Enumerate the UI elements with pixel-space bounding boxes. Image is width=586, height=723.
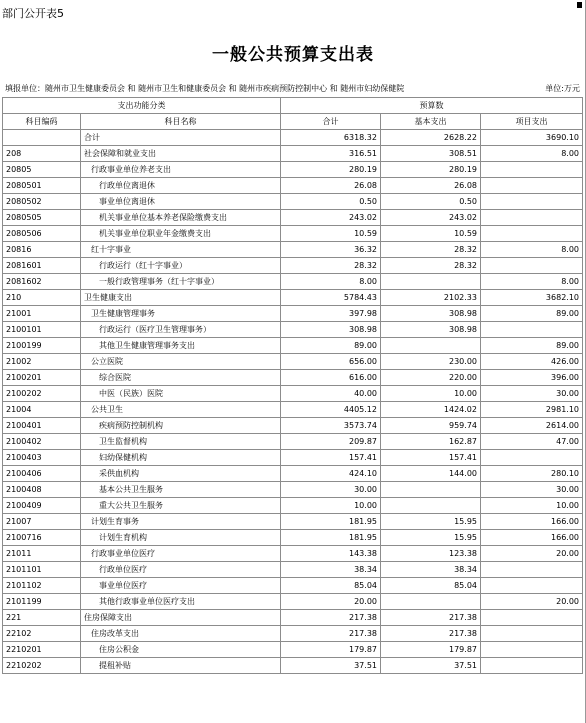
project-cell [481,258,583,274]
table-row [3,434,583,450]
table-row [3,562,583,578]
basic-cell: 230.00 [381,354,481,370]
table-row [3,514,583,530]
table-row [3,594,583,610]
total-cell: 6318.32 [281,130,381,146]
name-cell: 中医（民族）医院 [81,386,281,402]
project-cell: 89.00 [481,306,583,322]
table-row [3,466,583,482]
code-cell: 2100402 [3,434,81,450]
total-cell: 181.95 [281,514,381,530]
name-cell: 合计 [81,130,281,146]
code-cell: 20805 [3,162,81,178]
code-cell: 2100101 [3,322,81,338]
code-cell [3,130,81,146]
total-cell: 656.00 [281,354,381,370]
name-cell: 社会保障和就业支出 [81,146,281,162]
project-cell [481,642,583,658]
project-cell: 47.00 [481,434,583,450]
total-cell: 209.87 [281,434,381,450]
total-cell: 85.04 [281,578,381,594]
project-cell [481,210,583,226]
project-cell [481,226,583,242]
basic-cell: 220.00 [381,370,481,386]
basic-cell: 308.51 [381,146,481,162]
table-row [3,274,583,290]
basic-cell: 0.50 [381,194,481,210]
total-cell: 10.59 [281,226,381,242]
basic-cell: 280.19 [381,162,481,178]
basic-cell: 15.95 [381,514,481,530]
project-cell: 30.00 [481,386,583,402]
basic-cell: 85.04 [381,578,481,594]
basic-cell: 28.32 [381,242,481,258]
basic-cell [381,338,481,354]
project-cell [481,194,583,210]
basic-cell: 123.38 [381,546,481,562]
project-cell: 3682.10 [481,290,583,306]
header-total: 合计 [281,114,381,130]
basic-cell: 179.87 [381,642,481,658]
header-row-groups [3,98,583,114]
total-cell: 36.32 [281,242,381,258]
table-row [3,306,583,322]
project-cell: 396.00 [481,370,583,386]
total-cell: 28.32 [281,258,381,274]
basic-cell: 308.98 [381,322,481,338]
name-cell: 行政单位离退休 [81,178,281,194]
total-cell: 143.38 [281,546,381,562]
table-row [3,290,583,306]
page-title: 一般公共预算支出表 [212,45,374,65]
basic-cell: 217.38 [381,626,481,642]
name-cell: 行政事业单位医疗 [81,546,281,562]
project-cell [481,626,583,642]
basic-cell: 243.02 [381,210,481,226]
name-cell: 住房公积金 [81,642,281,658]
basic-cell: 15.95 [381,530,481,546]
header-basic: 基本支出 [381,114,481,130]
table-row [3,194,583,210]
project-cell [481,610,583,626]
code-cell: 221 [3,610,81,626]
table-row [3,418,583,434]
table-row [3,146,583,162]
code-cell: 2100409 [3,498,81,514]
basic-cell: 2102.33 [381,290,481,306]
code-cell: 21011 [3,546,81,562]
total-cell: 280.19 [281,162,381,178]
table-row [3,178,583,194]
currency-unit: 单位:万元 [545,84,580,93]
total-cell: 397.98 [281,306,381,322]
total-cell: 38.34 [281,562,381,578]
name-cell: 综合医院 [81,370,281,386]
code-cell: 208 [3,146,81,162]
expenditure-table [2,97,583,674]
total-cell: 30.00 [281,482,381,498]
name-cell: 卫生监督机构 [81,434,281,450]
basic-cell: 28.32 [381,258,481,274]
header-row-columns [3,114,583,130]
code-cell: 2101102 [3,578,81,594]
basic-cell: 38.34 [381,562,481,578]
project-cell: 166.00 [481,530,583,546]
table-row [3,210,583,226]
project-cell [481,322,583,338]
project-cell: 8.00 [481,146,583,162]
code-cell: 2081602 [3,274,81,290]
project-cell: 280.10 [481,466,583,482]
table-row [3,242,583,258]
name-cell: 提租补贴 [81,658,281,674]
name-cell: 卫生健康管理事务 [81,306,281,322]
name-cell: 行政运行（红十字事业） [81,258,281,274]
code-cell: 2100199 [3,338,81,354]
table-row [3,642,583,658]
total-cell: 37.51 [281,658,381,674]
code-cell: 2081601 [3,258,81,274]
code-cell: 210 [3,290,81,306]
code-cell: 2080505 [3,210,81,226]
name-cell: 计划生育事务 [81,514,281,530]
project-cell: 2614.00 [481,418,583,434]
code-cell: 2101101 [3,562,81,578]
basic-cell [381,594,481,610]
name-cell: 行政单位医疗 [81,562,281,578]
total-cell: 179.87 [281,642,381,658]
code-cell: 2210202 [3,658,81,674]
basic-cell: 157.41 [381,450,481,466]
basic-cell: 10.00 [381,386,481,402]
total-cell: 616.00 [281,370,381,386]
table-row [3,450,583,466]
name-cell: 卫生健康支出 [81,290,281,306]
project-cell [481,450,583,466]
basic-cell: 162.87 [381,434,481,450]
basic-cell: 2628.22 [381,130,481,146]
code-cell: 2100202 [3,386,81,402]
code-cell: 2100201 [3,370,81,386]
project-cell: 8.00 [481,274,583,290]
header-group-budget: 预算数 [281,98,583,114]
table-row [3,258,583,274]
basic-cell: 144.00 [381,466,481,482]
project-cell [481,578,583,594]
name-cell: 事业单位离退休 [81,194,281,210]
table-row [3,338,583,354]
project-cell [481,562,583,578]
table-row [3,498,583,514]
table-row [3,402,583,418]
total-cell: 3573.74 [281,418,381,434]
total-cell: 181.95 [281,530,381,546]
table-row [3,626,583,642]
total-cell: 157.41 [281,450,381,466]
code-cell: 2100406 [3,466,81,482]
code-cell: 2100408 [3,482,81,498]
reporting-unit: 填报单位：随州市卫生健康委员会 和 随州市卫生和健康委员会 和 随州市疾病预防控制中心 和 随州市妇幼保健院 [5,84,405,93]
project-cell [481,162,583,178]
project-cell: 10.00 [481,498,583,514]
code-cell: 2080506 [3,226,81,242]
code-cell: 2100403 [3,450,81,466]
total-cell: 40.00 [281,386,381,402]
total-cell: 10.00 [281,498,381,514]
code-cell: 20816 [3,242,81,258]
name-cell: 基本公共卫生服务 [81,482,281,498]
name-cell: 红十字事业 [81,242,281,258]
project-cell: 30.00 [481,482,583,498]
name-cell: 一般行政管理事务（红十字事业） [81,274,281,290]
name-cell: 住房改革支出 [81,626,281,642]
total-cell: 243.02 [281,210,381,226]
total-cell: 8.00 [281,274,381,290]
name-cell: 机关事业单位基本养老保险缴费支出 [81,210,281,226]
code-cell: 2210201 [3,642,81,658]
table-row [3,226,583,242]
project-cell: 2981.10 [481,402,583,418]
name-cell: 计划生育机构 [81,530,281,546]
basic-cell: 308.98 [381,306,481,322]
table-row [3,370,583,386]
total-cell: 424.10 [281,466,381,482]
table-row [3,546,583,562]
code-cell: 2101199 [3,594,81,610]
total-cell: 308.98 [281,322,381,338]
name-cell: 妇幼保健机构 [81,450,281,466]
code-cell: 22102 [3,626,81,642]
code-cell: 2100401 [3,418,81,434]
table-row [3,610,583,626]
project-cell: 8.00 [481,242,583,258]
corner-mark-icon [577,2,582,8]
name-cell: 疾病预防控制机构 [81,418,281,434]
code-cell: 2080502 [3,194,81,210]
name-cell: 公立医院 [81,354,281,370]
header-code: 科目编码 [3,114,81,130]
project-cell: 20.00 [481,594,583,610]
header-group-function: 支出功能分类 [3,98,281,114]
name-cell: 其他行政事业单位医疗支出 [81,594,281,610]
name-cell: 公共卫生 [81,402,281,418]
name-cell: 其他卫生健康管理事务支出 [81,338,281,354]
name-cell: 行政运行（医疗卫生管理事务） [81,322,281,338]
code-cell: 2080501 [3,178,81,194]
basic-cell: 10.59 [381,226,481,242]
total-cell: 5784.43 [281,290,381,306]
table-row [3,530,583,546]
basic-cell: 959.74 [381,418,481,434]
name-cell: 事业单位医疗 [81,578,281,594]
basic-cell: 217.38 [381,610,481,626]
total-cell: 316.51 [281,146,381,162]
project-cell: 20.00 [481,546,583,562]
sheet-name: 部门公开表5 [2,7,64,20]
project-cell: 426.00 [481,354,583,370]
basic-cell [381,274,481,290]
table-row [3,354,583,370]
code-cell: 21002 [3,354,81,370]
table-row [3,322,583,338]
table-row [3,578,583,594]
project-cell [481,658,583,674]
basic-cell: 37.51 [381,658,481,674]
name-cell: 行政事业单位养老支出 [81,162,281,178]
table-row [3,130,583,146]
project-cell: 89.00 [481,338,583,354]
total-cell: 4405.12 [281,402,381,418]
name-cell: 重大公共卫生服务 [81,498,281,514]
basic-cell: 1424.02 [381,402,481,418]
total-cell: 26.08 [281,178,381,194]
code-cell: 21004 [3,402,81,418]
code-cell: 21007 [3,514,81,530]
total-cell: 217.38 [281,610,381,626]
total-cell: 20.00 [281,594,381,610]
table-row [3,658,583,674]
project-cell: 166.00 [481,514,583,530]
table-row [3,482,583,498]
total-cell: 217.38 [281,626,381,642]
basic-cell: 26.08 [381,178,481,194]
project-cell [481,178,583,194]
total-cell: 89.00 [281,338,381,354]
code-cell: 21001 [3,306,81,322]
code-cell: 2100716 [3,530,81,546]
table-row [3,162,583,178]
header-name: 科目名称 [81,114,281,130]
name-cell: 采供血机构 [81,466,281,482]
total-cell: 0.50 [281,194,381,210]
name-cell: 机关事业单位职业年金缴费支出 [81,226,281,242]
basic-cell [381,498,481,514]
basic-cell [381,482,481,498]
table-row [3,386,583,402]
header-project: 项目支出 [481,114,583,130]
project-cell: 3690.10 [481,130,583,146]
name-cell: 住房保障支出 [81,610,281,626]
